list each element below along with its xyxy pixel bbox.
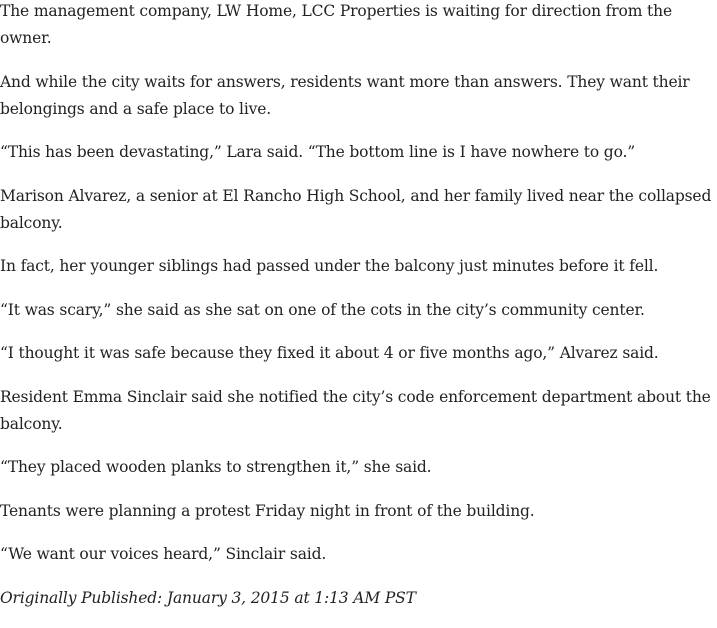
paragraph-sinclair-quote: “We want our voices heard,” Sinclair said.: [0, 545, 327, 563]
paragraph-wooden-planks: “They placed wooden planks to strengthen it,” she said.: [0, 458, 432, 476]
paragraph-city-waits: And while the city waits for answers, residents want more than answers. They want their belongings and a safe place to live.: [0, 72, 690, 118]
paragraph-emma-sinclair: Resident Emma Sinclair said she notified the city’s code enforcement department about the balcony.: [0, 387, 711, 433]
paragraph-lara-quote: “This has been devastating,” Lara said. “The bottom line is I have nowhere to go.”: [0, 143, 636, 161]
paragraph-tenants-protest: Tenants were planning a protest Friday night in front of the building.: [0, 501, 535, 520]
paragraph-younger-siblings: In fact, her younger siblings had passed under the balcony just minutes before it fell.: [0, 257, 659, 275]
paragraph-marison-alvarez: Marison Alvarez, a senior at El Rancho High School, and her family lived near the collapsed balcony.: [0, 186, 712, 232]
published-timestamp: Originally Published: January 3, 2015 at 1:13 AM PST: [0, 588, 416, 607]
paragraph-management-company: The management company, LW Home, LCC Properties is waiting for direction from the owner.: [0, 2, 672, 47]
paragraph-alvarez-quote: “I thought it was safe because they fixed it about 4 or five months ago,” Alvarez said.: [0, 344, 659, 362]
paragraph-it-was-scary: “It was scary,” she said as she sat on one of the cots in the city’s community center.: [0, 300, 645, 319]
